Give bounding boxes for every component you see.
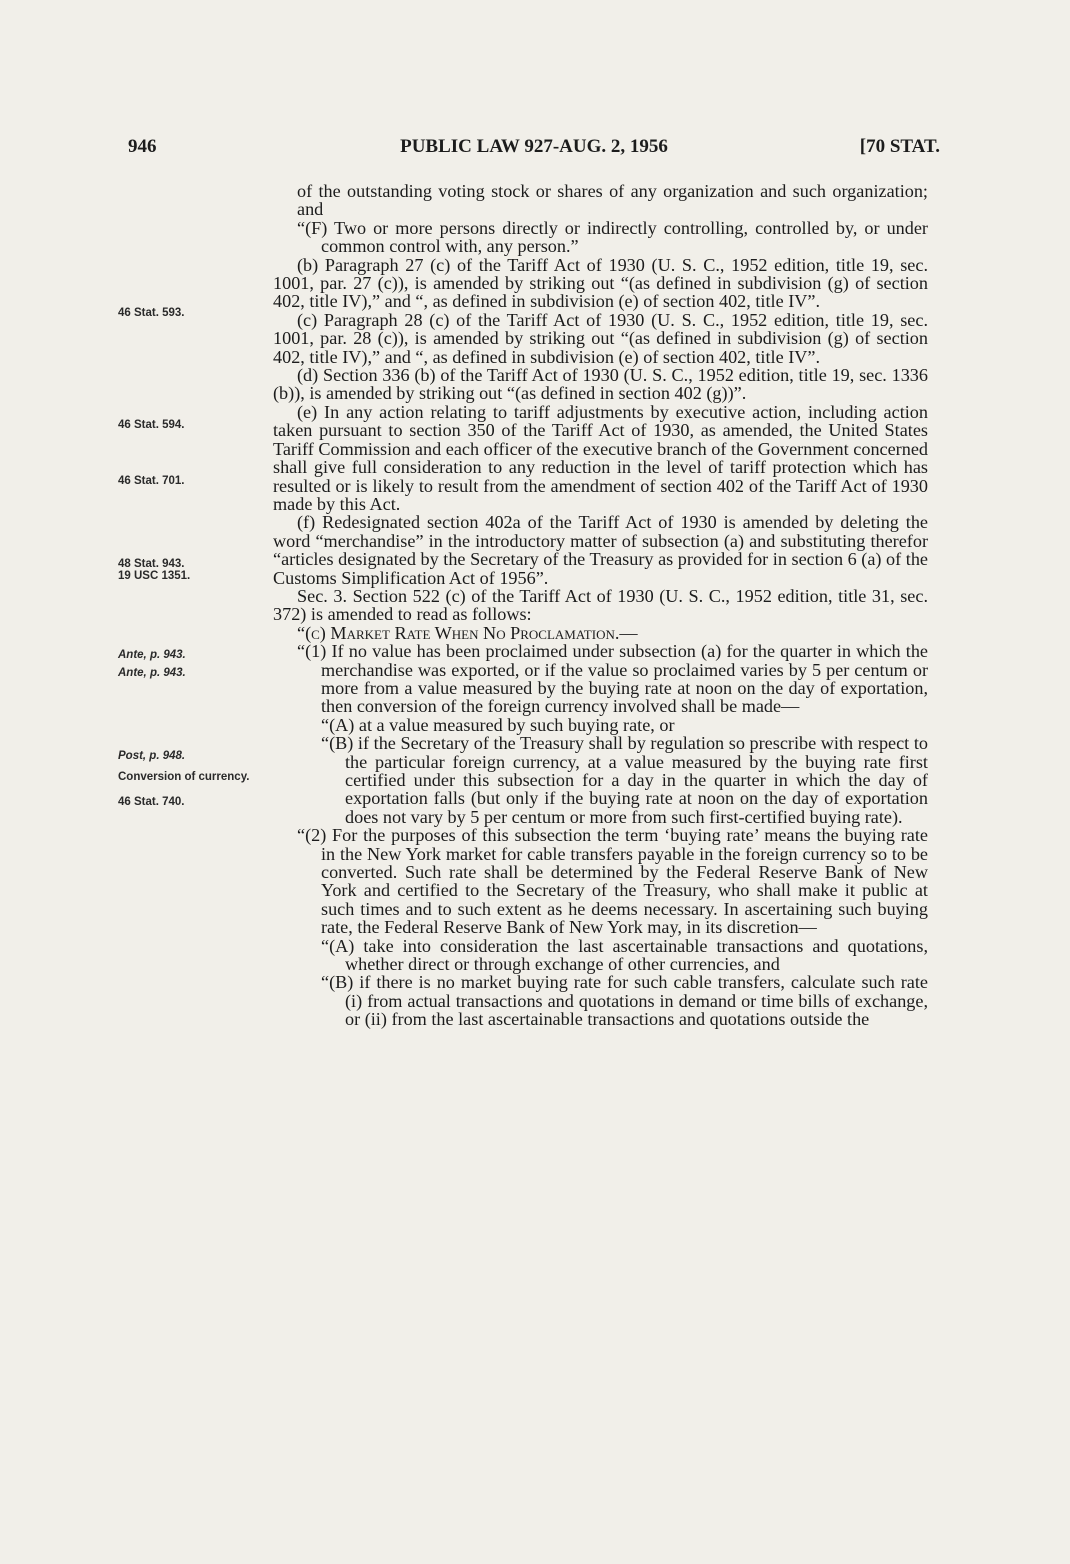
statute-volume: [70 STAT.	[859, 136, 940, 157]
paragraph: (f) Redesignated section 402a of the Tariff Act of 1930 is amended by deleting the word “merchandise” in the introductory matter of subsection (a) and substituting therefor “articles designated by the Secretary of the Treasury as provided for in section 6 (a) of the Customs Simplification Act of 1956”.	[273, 512, 928, 588]
page-header	[128, 136, 940, 162]
margin-note: 19 USC 1351.	[118, 570, 191, 582]
paragraph: (c) Paragraph 28 (c) of the Tariff Act of 1930 (U. S. C., 1952 edition, title 19, sec. 1001, par. 28 (c)), is amended by striking out “(as defined in subdivision (g) of section 402, title IV),” and “, as defined in subdivision (e) of section 402, title IV”.	[273, 309, 928, 367]
margin-note: Ante, p. 943.	[118, 649, 186, 661]
page-number: 946	[128, 136, 157, 157]
margin-note: 46 Stat. 701.	[118, 475, 185, 487]
paragraph: “(F) Two or more persons directly or indirectly controlling, controlled by, or under common control with, any person.”	[297, 217, 928, 257]
margin-note: Ante, p. 943.	[118, 667, 186, 679]
paragraph: “(B) if the Secretary of the Treasury shall by regulation so prescribe with respect to the particular foreign currency, at a value measured by the buying rate first certified under this subsection for a day in the quarter in which the day of exportation falls (but only if the buying rate at noon on the day of exportation does not vary by 5 per centum or more from such first-certified buying rate).	[321, 733, 928, 827]
margin-note: 46 Stat. 593.	[118, 307, 185, 319]
paragraph: “(A) at a value measured by such buying rate, or	[321, 714, 675, 735]
margin-note: 46 Stat. 594.	[118, 419, 185, 431]
paragraph: “(1) If no value has been proclaimed under subsection (a) for the quarter in which the merchandise was exported, or if the value so proclaimed varies by 5 per centum or more from a value measured by the buying rate at noon on the day of exportation, then conversion of the foreign currency involved shall be made—	[297, 641, 928, 717]
paragraph: (e) In any action relating to tariff adjustments by executive action, including action taken pursuant to section 350 of the Tariff Act of 1930, as amended, the United States Tariff Commission and each officer of the executive branch of the Government concerned shall give full consideration to any reduction in the level of tariff protection which has resulted or is likely to result from the amendment of section 402 of the Tariff Act of 1930 made by this Act.	[273, 401, 928, 514]
margin-note: Post, p. 948.	[118, 750, 186, 762]
body-text	[273, 182, 928, 1029]
paragraph: “(2) For the purposes of this subsection the term ‘buying rate’ means the buying rate in the New York market for cable transfers payable in the foreign currency so to be converted. Such rate shall be determined by the Federal Reserve Bank of New York and certified to the Secretary of the Treasury, who shall make it public at such times and to such extent as he deems necessary. In ascertaining such buying rate, the Federal Reserve Bank of New York may, in its discretion—	[297, 825, 928, 938]
margin-note: Conversion of currency.	[118, 771, 250, 783]
margin-note: 48 Stat. 943.	[118, 558, 185, 570]
paragraph: “(B) if there is no market buying rate for such cable transfers, calculate such rate (i) from actual transactions and quotations in demand or time bills of exchange, or (ii) from the last ascertainable transactions and quotations outside the	[321, 972, 928, 1030]
paragraph: (d) Section 336 (b) of the Tariff Act of 1930 (U. S. C., 1952 edition, title 19, sec. 1336 (b)), is amended by striking out “(as defined in section 402 (g))”.	[273, 365, 928, 404]
page-title: PUBLIC LAW 927-AUG. 2, 1956	[400, 136, 668, 157]
paragraph: “(A) take into consideration the last ascertainable transactions and quotations, whether direct or through exchange of other currencies, and	[321, 935, 928, 975]
paragraph: (b) Paragraph 27 (c) of the Tariff Act of 1930 (U. S. C., 1952 edition, title 19, sec. 1001, par. 27 (c)), is amended by striking out “(as defined in subdivision (g) of section 402, title IV),” and “, as defined in subdivision (e) of section 402, title IV”.	[273, 254, 928, 312]
paragraph: of the outstanding voting stock or shares of any organization and such organization; and	[297, 181, 928, 220]
section-heading: “(c) Market Rate When No Proclamation.—	[297, 622, 638, 643]
margin-note: 46 Stat. 740.	[118, 796, 185, 808]
paragraph: Sec. 3. Section 522 (c) of the Tariff Act of 1930 (U. S. C., 1952 edition, title 31, sec. 372) is amended to read as follows:	[273, 585, 928, 625]
